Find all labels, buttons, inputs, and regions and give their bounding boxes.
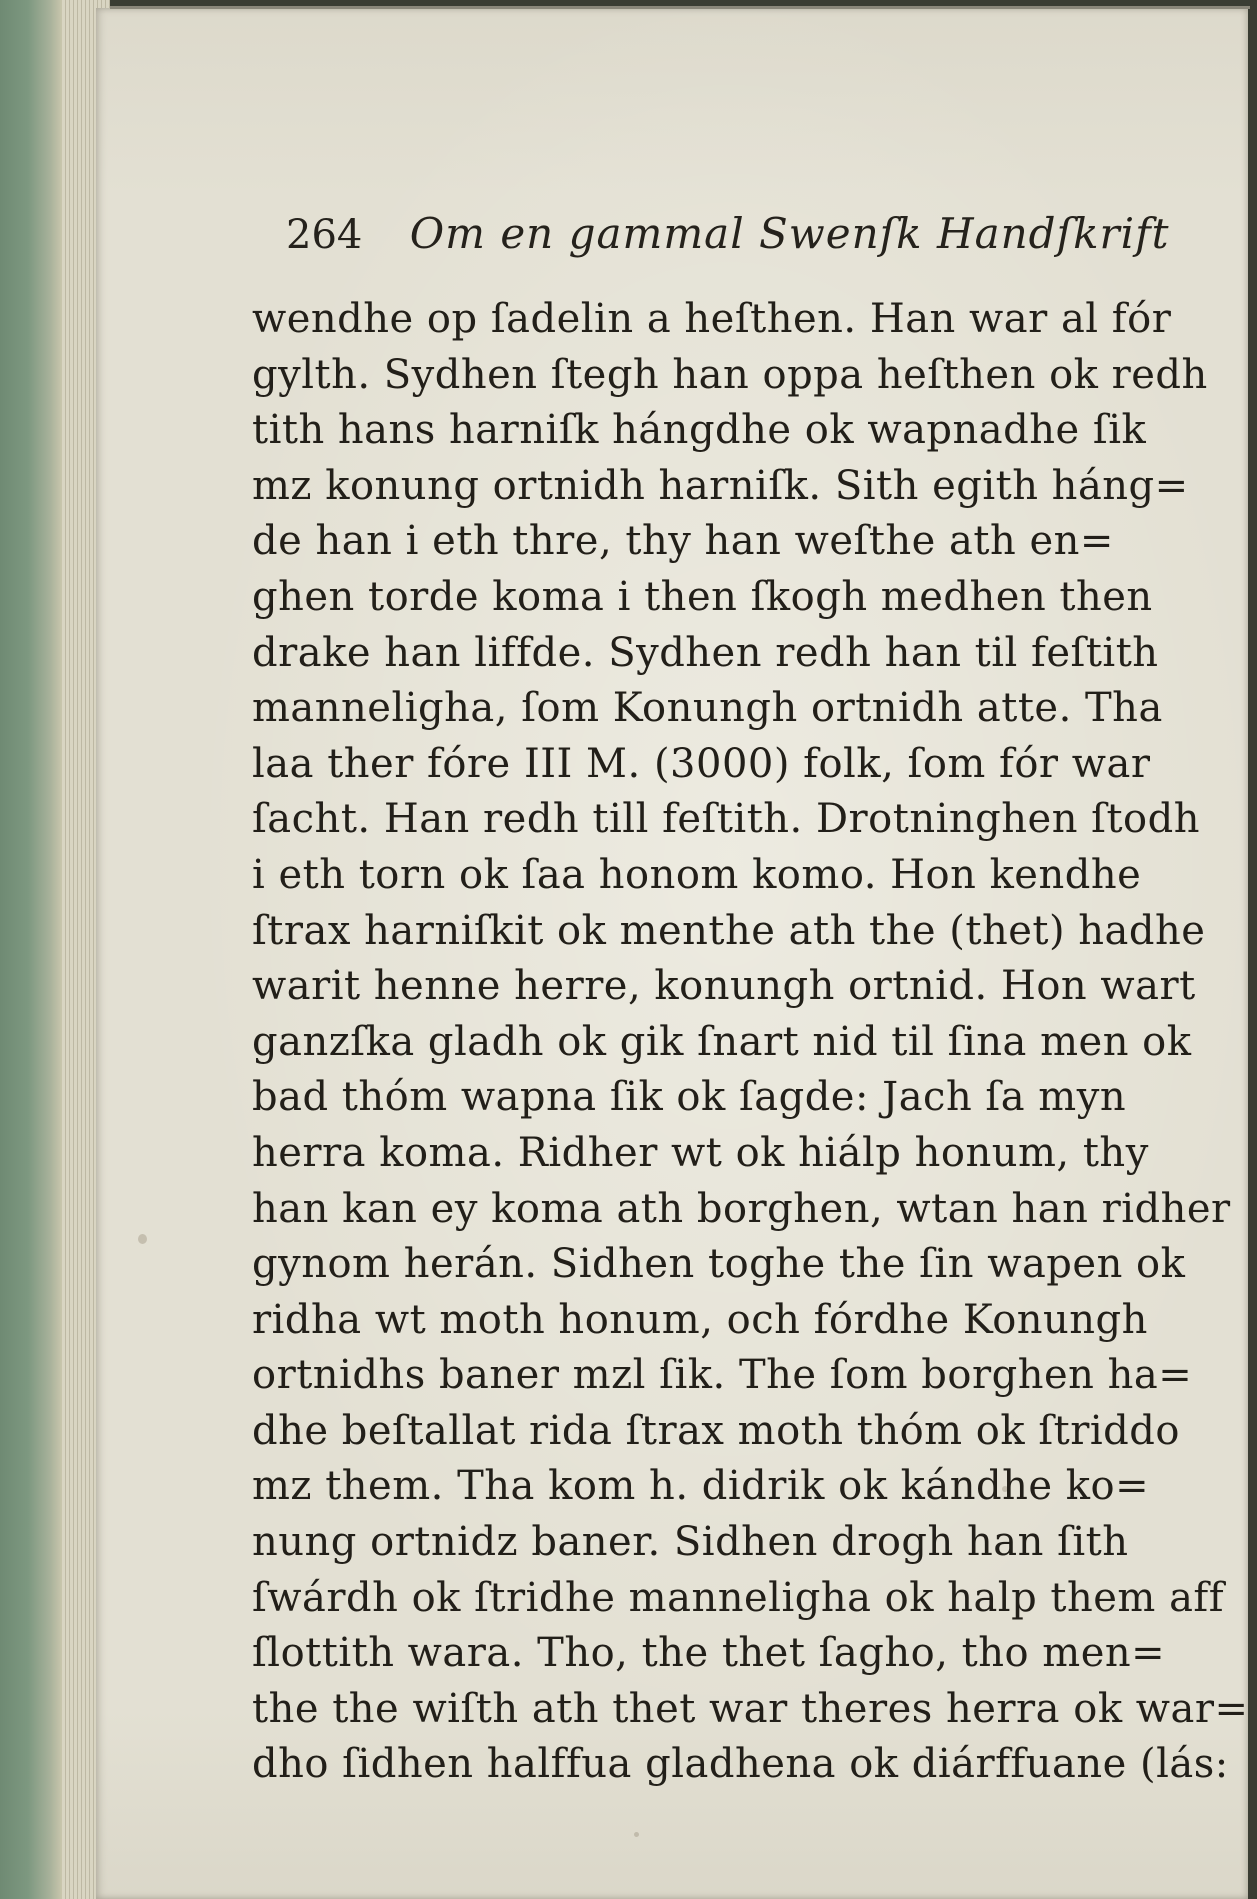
text-line: wendhe op ſadelin a heſthen. Han war al fór: [252, 296, 1172, 342]
text-line: ridha wt moth honum, och fórdhe Konungh: [252, 1296, 1148, 1343]
foxing-spot: [138, 1234, 147, 1244]
text-line: nung ortnidz baner. Sidhen drogh han ſith: [252, 1519, 1129, 1566]
text-line: ghen torde koma i then ſkogh medhen then: [252, 573, 1153, 620]
page-header: [286, 206, 1170, 262]
text-line: han kan ey koma ath borghen, wtan han ridher: [252, 1185, 1231, 1232]
text-line: the the wiſth ath thet war theres herra ok war=: [252, 1685, 1249, 1732]
text-line: ſtrax harniſkit ok menthe ath the (thet) hadhe: [252, 907, 1206, 954]
text-line: bad thóm wapna ſik ok ſagde: Jach ſa myn: [252, 1074, 1127, 1121]
running-title: Om en gammal Swenſk Handſkrift: [409, 209, 1170, 258]
text-line: mz them. Tha kom h. didrik ok kándhe ko=: [252, 1463, 1150, 1510]
text-line: dhe beſtallat rida ſtrax moth thóm ok ſtriddo: [252, 1407, 1180, 1454]
text-line: manneligha, ſom Konungh ortnidh atte. Tha: [252, 685, 1163, 732]
book-cover-edge: [0, 0, 62, 1899]
text-line: ganzſka gladh ok gik ſnart nid til ſina men ok: [252, 1018, 1192, 1065]
text-line: ſwárdh ok ſtridhe manneligha ok halp them aff: [252, 1574, 1225, 1621]
page-top-edge: [110, 6, 1250, 9]
page-number: 264: [286, 212, 363, 258]
text-line: ortnidhs baner mzl ſik. The ſom borghen ha=: [252, 1352, 1193, 1399]
foxing-spot: [634, 1832, 639, 1837]
text-line: dho ſidhen halffua gladhena ok diárffuane (lás:: [252, 1741, 1229, 1788]
text-line: warit henne herre, konungh ortnid. Hon wart: [252, 963, 1196, 1010]
text-line: tith hans harniſk hángdhe ok wapnadhe ſik: [252, 407, 1147, 454]
text-line: laa ther fóre III M. (3000) folk, ſom fór war: [252, 740, 1151, 787]
text-line: gynom herán. Sidhen toghe the ſin wapen ok: [252, 1241, 1186, 1288]
text-line: ſlottith wara. Tho, the thet ſagho, tho men=: [252, 1630, 1166, 1677]
text-line: drake han liffde. Sydhen redh han til feſtith: [252, 629, 1159, 676]
text-line: i eth torn ok ſaa honom komo. Hon kendhe: [252, 851, 1142, 898]
body-text: [252, 292, 1249, 1793]
text-line: herra koma. Ridher wt ok hiálp honum, thy: [252, 1129, 1149, 1176]
text-line: gylth. Sydhen ſtegh han oppa heſthen ok redh: [252, 351, 1208, 398]
text-line: ſacht. Han redh till feſtith. Drotninghen ſtodh: [252, 796, 1200, 843]
text-line: mz konung ortnidh harniſk. Sith egith háng=: [252, 462, 1189, 509]
text-line: de han i eth thre, thy han weſthe ath en=: [252, 518, 1114, 565]
